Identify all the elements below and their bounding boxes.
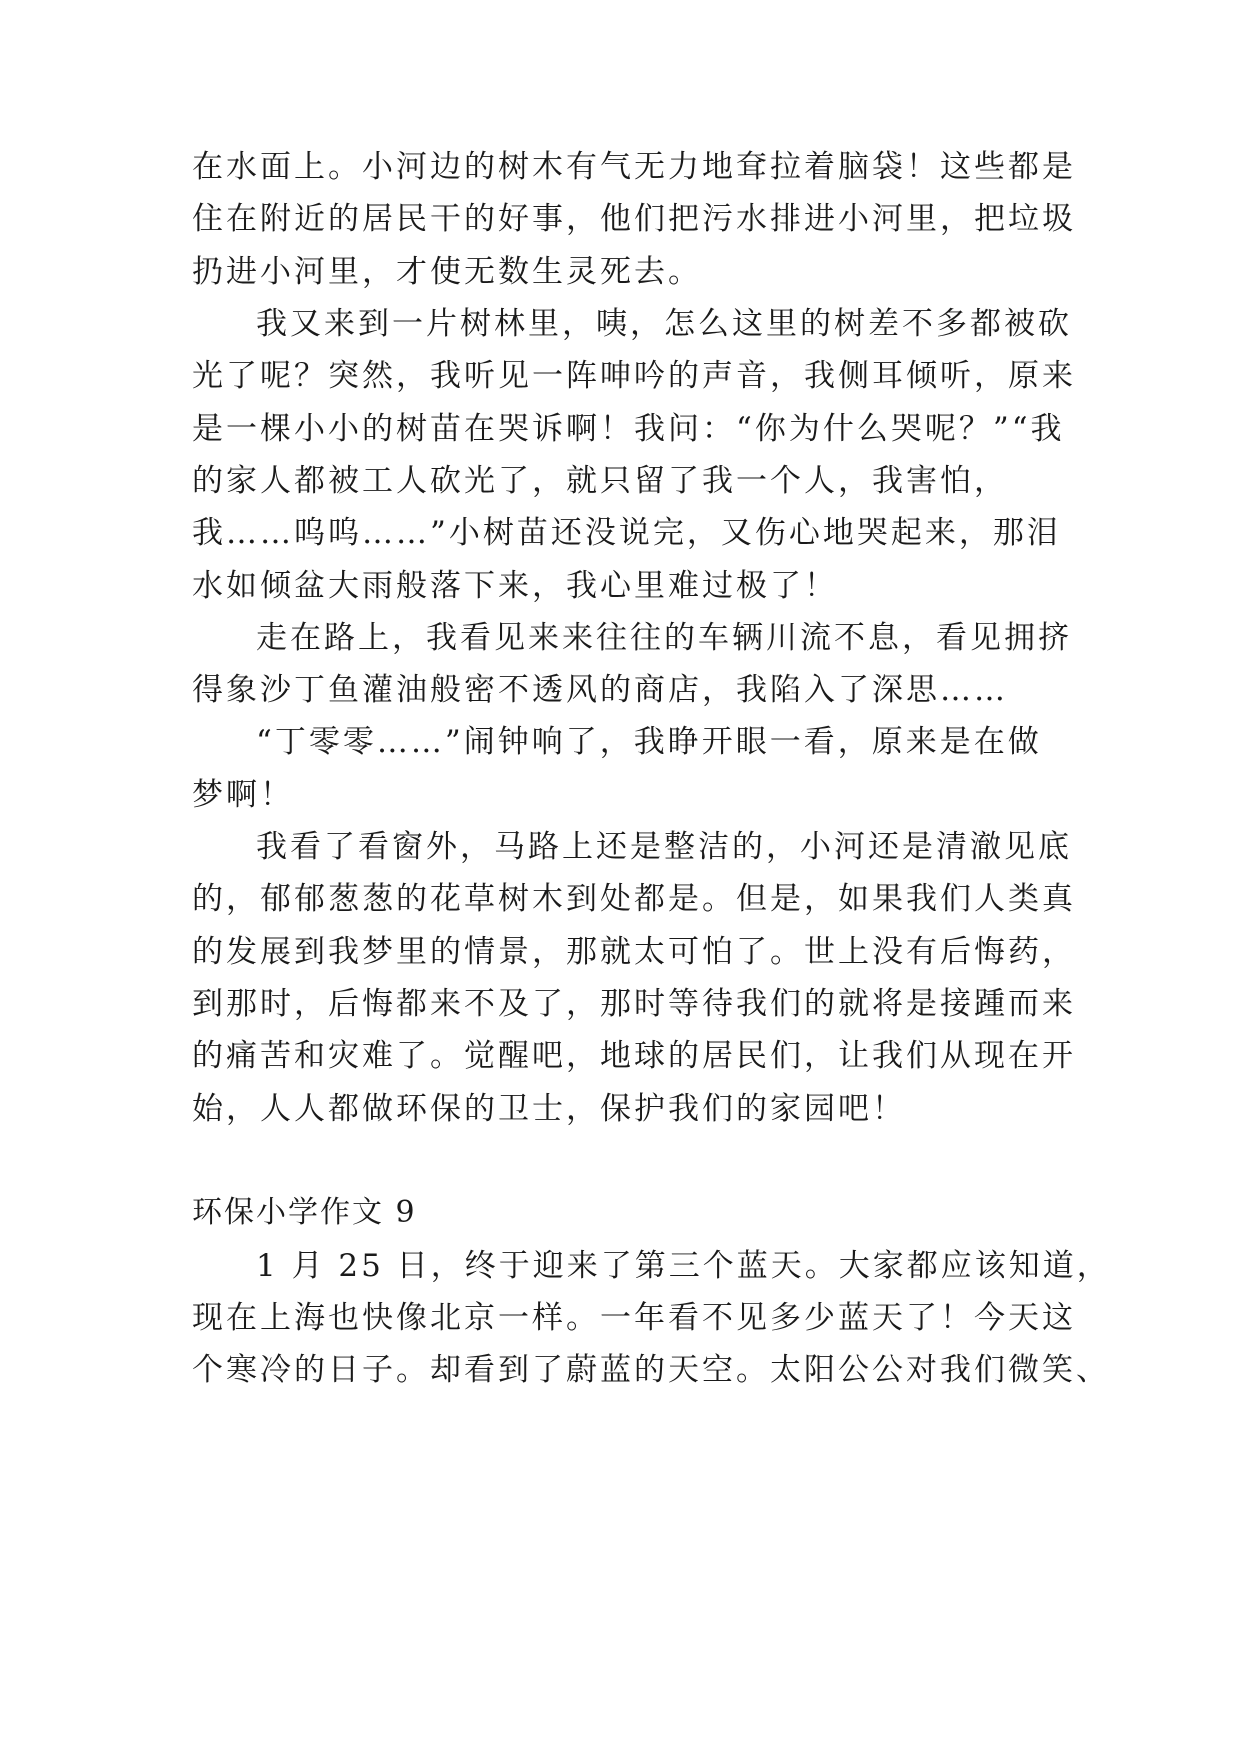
text-line: 我……呜呜……”小树苗还没说完，又伤心地哭起来，那泪 [192,515,1061,551]
text-line: 是一棵小小的树苗在哭诉啊！我问：“你为什么哭呢？”“我 [192,411,1065,447]
section-heading: 环保小学作文 9 [192,1195,417,1230]
text-line: 的家人都被工人砍光了，就只留了我一个人，我害怕， [192,463,1008,499]
paragraph-first-line: 1 月 25 日，终于迎来了第三个蓝天。大家都应该知道， [256,1248,1111,1284]
text-line: 得象沙丁鱼灌油般密不透风的商店，我陷入了深思…… [192,672,1008,708]
text-line: 个寒冷的日子。却看到了蔚蓝的天空。太阳公公对我们微笑、 [192,1352,1110,1388]
text-line: 到那时，后悔都来不及了，那时等待我们的就将是接踵而来 [192,986,1076,1022]
text-line: 在水面上。小河边的树木有气无力地耷拉着脑袋！这些都是 [192,149,1076,185]
text-line: 梦啊！ [192,777,294,813]
paragraph-first-line: 走在路上，我看见来来往往的车辆川流不息，看见拥挤 [256,620,1072,656]
text-line: 始，人人都做环保的卫士，保护我们的家园吧！ [192,1091,906,1127]
paragraph-first-line: 我看了看窗外，马路上还是整洁的，小河还是清澈见底 [256,829,1072,865]
text-line: 的，郁郁葱葱的花草树木到处都是。但是，如果我们人类真 [192,881,1076,917]
text-line: 光了呢？突然，我听见一阵呻吟的声音，我侧耳倾听，原来 [192,358,1076,394]
paragraph-first-line: 我又来到一片树林里，咦，怎么这里的树差不多都被砍 [256,306,1072,342]
paragraph-first-line: “丁零零……”闹钟响了，我睁开眼一看，原来是在做 [256,724,1042,760]
text-line: 扔进小河里，才使无数生灵死去。 [192,254,702,290]
text-line: 的痛苦和灾难了。觉醒吧，地球的居民们，让我们从现在开 [192,1038,1076,1074]
text-line: 水如倾盆大雨般落下来，我心里难过极了！ [192,568,838,604]
text-line: 住在附近的居民干的好事，他们把污水排进小河里，把垃圾 [192,201,1076,237]
text-line: 现在上海也快像北京一样。一年看不见多少蓝天了！今天这 [192,1300,1076,1336]
text-line: 的发展到我梦里的情景，那就太可怕了。世上没有后悔药， [192,934,1076,970]
